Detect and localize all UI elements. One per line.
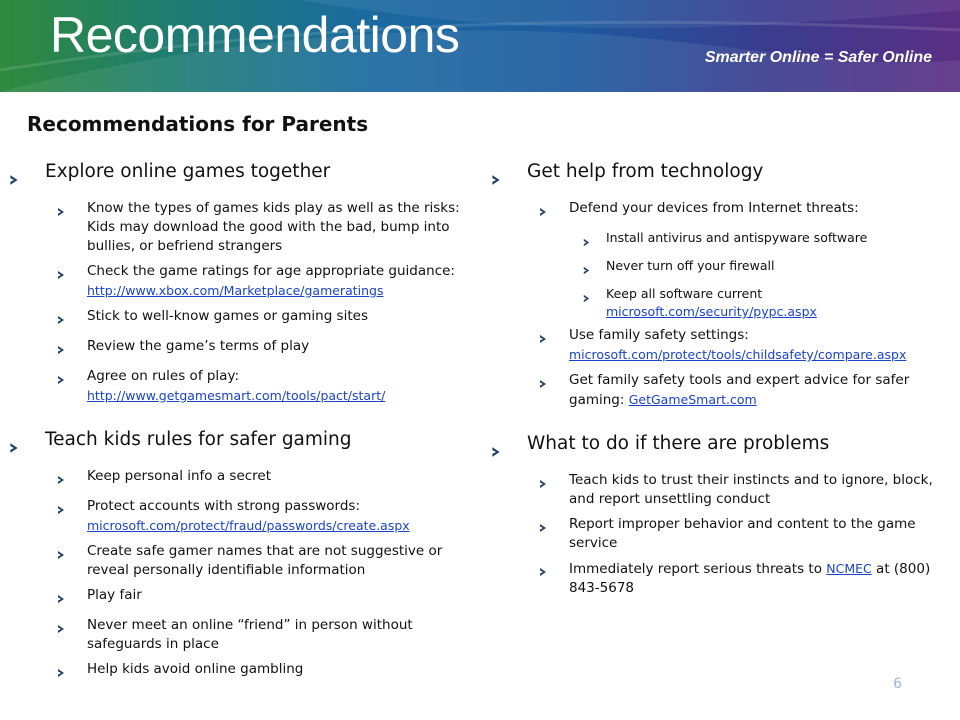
item-text: Review the game’s terms of play: [87, 338, 310, 354]
chevron-right-icon: [538, 331, 549, 350]
list-item-body: [87, 616, 478, 654]
link[interactable]: microsoft.com/security/pypc.aspx: [606, 304, 817, 319]
item-text: Keep all software current: [606, 286, 763, 301]
item-text: Install antivirus and antispyware software: [606, 230, 868, 245]
item-text: Protect accounts with strong passwords:: [87, 498, 360, 514]
list-item-body: [569, 515, 955, 553]
list-item: [8, 542, 478, 580]
list-item: [490, 371, 955, 410]
link[interactable]: NCMEC: [826, 561, 872, 576]
section: [490, 430, 955, 598]
item-text: Never meet an online “friend” in person without safeguards in place: [87, 617, 413, 652]
list-item: [8, 367, 478, 406]
link[interactable]: GetGameSmart.com: [628, 392, 757, 407]
sub-list-item: [490, 229, 955, 252]
item-text: Keep personal info a secret: [87, 468, 272, 484]
chevron-right-icon: [582, 262, 592, 280]
item-text: Never turn off your firewall: [606, 258, 775, 273]
link[interactable]: microsoft.com/protect/tools/childsafety/compare.aspx: [569, 347, 907, 362]
right-column: [490, 158, 955, 618]
list-item-body: [87, 497, 478, 536]
subtitle: Recommendations for Parents: [27, 112, 369, 136]
chevron-right-icon: [56, 591, 67, 610]
section-heading-text: What to do if there are problems: [527, 433, 830, 454]
section: [8, 426, 478, 684]
chevron-right-icon: [56, 621, 67, 640]
sub-list-item: [490, 257, 955, 280]
chevron-right-icon: [582, 290, 592, 308]
item-text: Agree on rules of play:: [87, 368, 240, 384]
list-item: [8, 199, 478, 256]
section-heading-text: Get help from technology: [527, 161, 764, 182]
list-item: [490, 559, 955, 598]
item-text: Report improper behavior and content to the game service: [569, 516, 916, 551]
left-column: [8, 158, 478, 704]
chevron-right-icon: [538, 476, 549, 495]
list-item: [8, 467, 478, 491]
sub-list-wrap: [490, 229, 955, 321]
item-text: Stick to well-know games or gaming sites: [87, 308, 368, 324]
list-item-body: [87, 467, 478, 486]
chevron-right-icon: [56, 204, 67, 223]
list-item: [8, 337, 478, 361]
item-text: Create safe gamer names that are not suggestive or reveal personally identifiable information: [87, 543, 443, 578]
list-item-body: [87, 262, 478, 301]
bullet-list: [8, 467, 478, 684]
list-item: [8, 586, 478, 610]
item-text: Know the types of games kids play as well as the risks: Kids may download the good with the bad, bump into bullies, or befriend strangers: [87, 200, 460, 254]
item-text: Get family safety tools and expert advice for safer gaming:: [569, 372, 910, 408]
section: [490, 158, 955, 410]
item-text: at (800) 843-5678: [569, 561, 931, 596]
list-item-body: [87, 367, 478, 406]
sub-list-item: [490, 285, 955, 321]
list-item-body: [569, 326, 955, 365]
list-item: [490, 326, 955, 365]
page-title: Recommendations: [50, 7, 460, 63]
chevron-right-icon: [8, 167, 24, 195]
bullet-list: [490, 199, 955, 410]
list-item-body: [569, 371, 955, 410]
list-item-body: [87, 586, 478, 605]
chevron-right-icon: [8, 435, 24, 463]
tagline: Smarter Online = Safer Online: [704, 49, 932, 66]
chevron-right-icon: [56, 472, 67, 491]
link[interactable]: microsoft.com/protect/fraud/passwords/create.aspx: [87, 518, 410, 533]
sub-list-item-body: [606, 257, 955, 275]
chevron-right-icon: [582, 234, 592, 252]
chevron-right-icon: [538, 564, 549, 583]
item-text: Teach kids to trust their instincts and to ignore, block, and report unsettling conduct: [569, 472, 933, 507]
list-item: [8, 497, 478, 536]
chevron-right-icon: [538, 520, 549, 539]
list-item: [8, 616, 478, 654]
list-item: [490, 471, 955, 509]
chevron-right-icon: [490, 167, 506, 195]
page-number: 6: [893, 676, 902, 692]
section-heading-text: Teach kids rules for safer gaming: [45, 429, 352, 450]
list-item: [490, 515, 955, 553]
list-item-body: [569, 471, 955, 509]
list-item-body: [87, 660, 478, 679]
sub-list-item-body: [606, 285, 955, 321]
chevron-right-icon: [56, 665, 67, 684]
list-item: [8, 660, 478, 684]
link[interactable]: http://www.xbox.com/Marketplace/gameratings: [87, 283, 384, 298]
section-heading: [8, 426, 478, 463]
bullet-list: [8, 199, 478, 406]
chevron-right-icon: [56, 342, 67, 361]
item-text: Immediately report serious threats to: [569, 561, 827, 577]
list-item: [8, 307, 478, 331]
sub-list-item-body: [606, 229, 955, 247]
chevron-right-icon: [490, 439, 506, 467]
bullet-list: [490, 471, 955, 598]
list-item-body: [87, 199, 478, 256]
section-heading-text: Explore online games together: [45, 161, 331, 182]
list-item: [490, 199, 955, 223]
chevron-right-icon: [56, 267, 67, 286]
item-text: Help kids avoid online gambling: [87, 661, 304, 677]
chevron-right-icon: [538, 376, 549, 395]
section-heading: [490, 430, 955, 467]
header-banner: [0, 0, 960, 92]
list-item-body: [87, 542, 478, 580]
chevron-right-icon: [56, 502, 67, 521]
chevron-right-icon: [56, 547, 67, 566]
sub-list: [490, 229, 955, 321]
list-item-body: [87, 337, 478, 356]
list-item: [8, 262, 478, 301]
section-heading: [8, 158, 478, 195]
item-text: Defend your devices from Internet threats:: [569, 200, 859, 216]
list-item-body: [87, 307, 478, 326]
link[interactable]: http://www.getgamesmart.com/tools/pact/start/: [87, 388, 386, 403]
item-text: Check the game ratings for age appropriate guidance:: [87, 263, 455, 279]
chevron-right-icon: [56, 312, 67, 331]
list-item-body: [569, 559, 955, 598]
list-item-body: [569, 199, 955, 218]
chevron-right-icon: [56, 372, 67, 391]
section: [8, 158, 478, 406]
item-text: Use family safety settings:: [569, 327, 749, 343]
chevron-right-icon: [538, 204, 549, 223]
section-heading: [490, 158, 955, 195]
item-text: Play fair: [87, 587, 142, 603]
